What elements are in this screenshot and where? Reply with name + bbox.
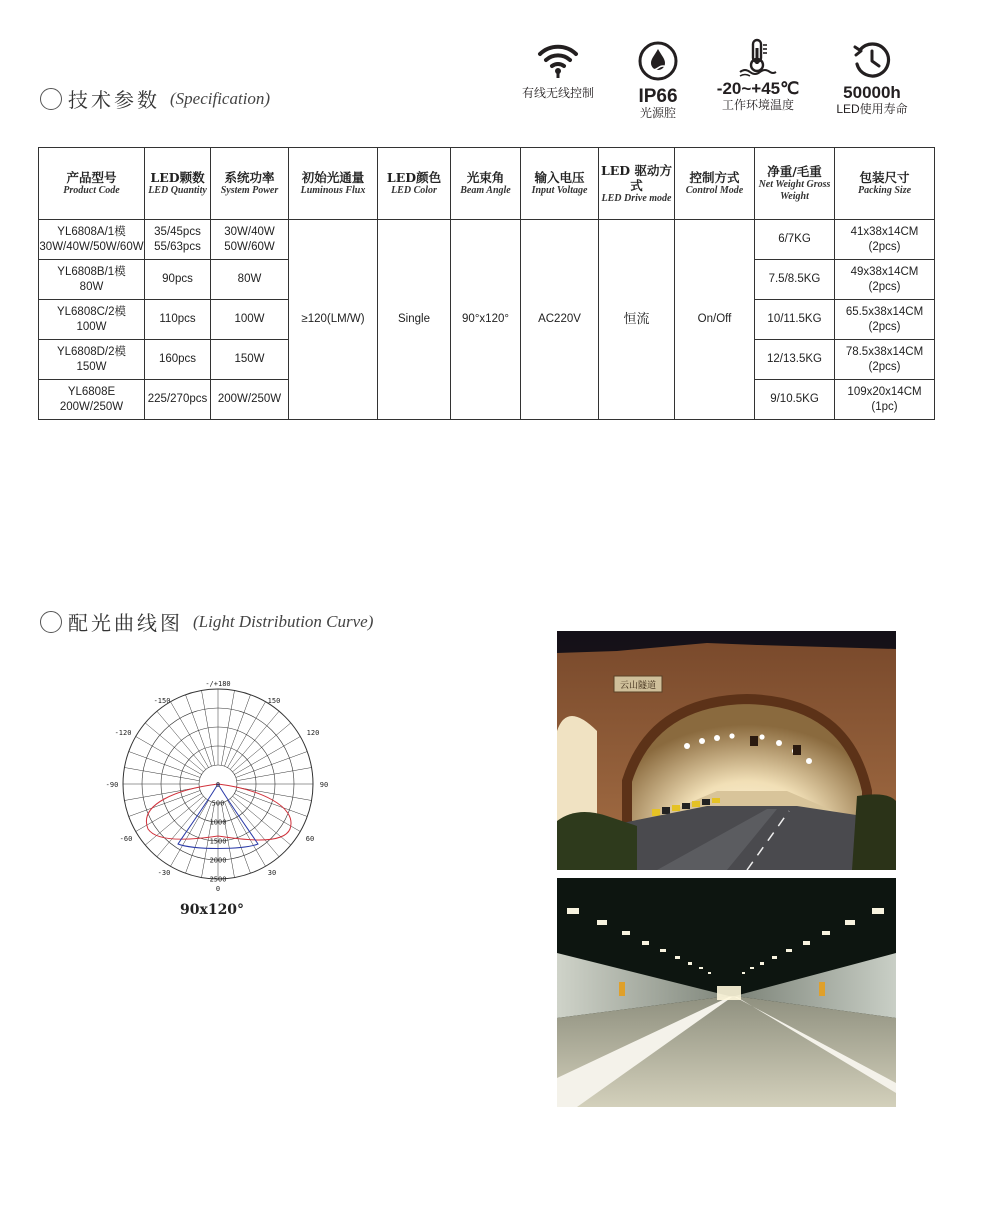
cell-code: YL6808A/1模 30W/40W/50W/60W xyxy=(39,220,145,260)
cell-power: 80W xyxy=(211,260,289,300)
polar-spoke xyxy=(145,796,203,845)
feature-control xyxy=(510,40,606,101)
cell-code: YL6808D/2模 150W xyxy=(39,340,145,380)
cell-color: Single xyxy=(378,220,451,420)
polar-spoke xyxy=(129,752,200,778)
spec-section-title xyxy=(40,84,270,113)
header-led-quantity: LED颗数 LED Quantity xyxy=(145,148,211,220)
feature-ip66 xyxy=(620,40,696,121)
polar-spoke xyxy=(233,796,291,845)
polar-spoke xyxy=(145,723,203,772)
polar-spoke xyxy=(236,790,307,816)
cell-packing: 65.5x38x14CM (2pcs) xyxy=(835,300,935,340)
feature-lifetime xyxy=(822,40,922,117)
polar-spoke xyxy=(124,768,199,781)
polar-spoke xyxy=(224,695,250,766)
table-header-row xyxy=(39,148,935,220)
circle-bullet-icon xyxy=(40,611,62,633)
cell-power: 100W xyxy=(211,300,289,340)
cell-packing: 78.5x38x14CM (2pcs) xyxy=(835,340,935,380)
curve-title-en: (Light Distribution Curve) xyxy=(193,611,374,631)
polar-angle-label: -/+180 xyxy=(205,680,231,688)
circle-bullet-icon xyxy=(40,88,62,110)
water-drop-icon xyxy=(637,40,679,82)
cell-weight: 10/11.5KG xyxy=(755,300,835,340)
cell-qty: 35/45pcs 55/63pcs xyxy=(145,220,211,260)
polar-spoke xyxy=(136,737,202,775)
header-packing-size: 包装尺寸 Packing Size xyxy=(835,148,935,220)
cell-weight: 7.5/8.5KG xyxy=(755,260,835,300)
header-product-code: 产品型号 Product Code xyxy=(39,148,145,220)
cell-flux: ≥120(LM/W) xyxy=(289,220,378,420)
polar-spoke xyxy=(129,790,200,816)
polar-spoke xyxy=(228,702,266,768)
polar-spoke xyxy=(171,702,209,768)
cell-packing: 49x38x14CM (2pcs) xyxy=(835,260,935,300)
polar-spoke xyxy=(236,752,307,778)
polar-angle-label: 30 xyxy=(267,869,277,877)
polar-spoke xyxy=(234,737,300,775)
table-row xyxy=(39,220,935,260)
cell-qty: 225/270pcs xyxy=(145,380,211,420)
polar-radial-label: 2500 xyxy=(209,875,227,884)
polar-spoke xyxy=(233,723,291,772)
polar-angle-label: -120 xyxy=(114,729,132,737)
polar-spoke xyxy=(186,695,212,766)
spec-title-en: (Specification) xyxy=(170,88,271,108)
feature-control-label: 有线无线控制 xyxy=(521,86,594,100)
polar-center-label: 0 xyxy=(215,781,221,789)
cell-beam: 90°x120° xyxy=(451,220,521,420)
polar-angle-label: -150 xyxy=(153,697,171,705)
polar-radial-label: 1500 xyxy=(209,837,227,846)
polar-spoke xyxy=(230,711,279,769)
header-drive-mode: LED 驱动方式 LED Drive mode xyxy=(599,148,675,220)
cell-packing: 109x20x14CM (1pc) xyxy=(835,380,935,420)
header-led-color: LED颜色 LED Color xyxy=(378,148,451,220)
cell-code: YL6808E 200W/250W xyxy=(39,380,145,420)
polar-diagram xyxy=(103,676,333,898)
thermometer-icon xyxy=(736,38,780,78)
feature-temperature-label: 工作环境温度 xyxy=(721,98,794,112)
feature-temperature xyxy=(708,38,808,113)
polar-labels xyxy=(106,680,329,893)
polar-spoke xyxy=(221,690,234,765)
cell-power: 200W/250W xyxy=(211,380,289,420)
tunnel-entrance-photo xyxy=(557,631,896,870)
header-system-power: 系统功率 System Power xyxy=(211,148,289,220)
polar-spoke xyxy=(228,800,266,866)
cell-weight: 12/13.5KG xyxy=(755,340,835,380)
cell-qty: 90pcs xyxy=(145,260,211,300)
cell-drive: 恒流 xyxy=(599,220,675,420)
polar-spoke xyxy=(171,800,209,866)
polar-angle-label: 60 xyxy=(305,835,315,843)
polar-spoke xyxy=(157,711,206,769)
cell-packing: 41x38x14CM (2pcs) xyxy=(835,220,935,260)
cell-power: 30W/40W 50W/60W xyxy=(211,220,289,260)
spec-title-cn: 技术参数 xyxy=(68,88,160,112)
polar-angle-label: 90 xyxy=(319,781,329,789)
polar-spoke xyxy=(237,768,312,781)
feature-temperature-value: -20~+45℃ xyxy=(716,79,800,98)
spec-table xyxy=(38,147,935,420)
polar-angle-label: 150 xyxy=(267,697,281,705)
tunnel-sign: 云山隧道 xyxy=(619,681,657,691)
polar-angle-label: -30 xyxy=(157,869,171,877)
header-control-mode: 控制方式 Control Mode xyxy=(675,148,755,220)
curve-title-cn: 配光曲线图 xyxy=(68,611,183,635)
polar-angle-label: 120 xyxy=(306,729,320,737)
feature-lifetime-label: LED使用寿命 xyxy=(836,102,908,116)
polar-caption: 90x120° xyxy=(180,902,245,918)
curve-section-title xyxy=(40,607,373,636)
polar-spoke xyxy=(202,690,215,765)
cell-code: YL6808C/2模 100W xyxy=(39,300,145,340)
header-input-voltage: 输入电压 Input Voltage xyxy=(521,148,599,220)
polar-spoke xyxy=(136,794,202,832)
polar-angle-label: -60 xyxy=(119,835,133,843)
cell-qty: 160pcs xyxy=(145,340,211,380)
header-luminous-flux: 初始光通量 Luminous Flux xyxy=(289,148,378,220)
wifi-icon xyxy=(534,40,582,80)
cell-voltage: AC220V xyxy=(521,220,599,420)
polar-spoke xyxy=(237,787,312,800)
feature-ip66-value: IP66 xyxy=(638,86,678,107)
cell-power: 150W xyxy=(211,340,289,380)
clock-icon xyxy=(852,40,892,80)
polar-radial-label: 500 xyxy=(211,799,225,808)
cell-weight: 9/10.5KG xyxy=(755,380,835,420)
header-beam-angle: 光束角 Beam Angle xyxy=(451,148,521,220)
polar-angle-label: -90 xyxy=(105,781,119,789)
header-weight: 净重/毛重 Net Weight Gross Weight xyxy=(755,148,835,220)
cell-qty: 110pcs xyxy=(145,300,211,340)
polar-angle-label: 0 xyxy=(215,885,221,893)
polar-radial-label: 2000 xyxy=(209,856,227,865)
feature-lifetime-value: 50000h xyxy=(843,83,901,102)
cell-control: On/Off xyxy=(675,220,755,420)
tunnel-interior-photo xyxy=(557,878,896,1107)
feature-ip66-label: 光源腔 xyxy=(639,106,676,120)
cell-weight: 6/7KG xyxy=(755,220,835,260)
polar-radial-label: 1000 xyxy=(209,818,227,827)
cell-code: YL6808B/1模 80W xyxy=(39,260,145,300)
